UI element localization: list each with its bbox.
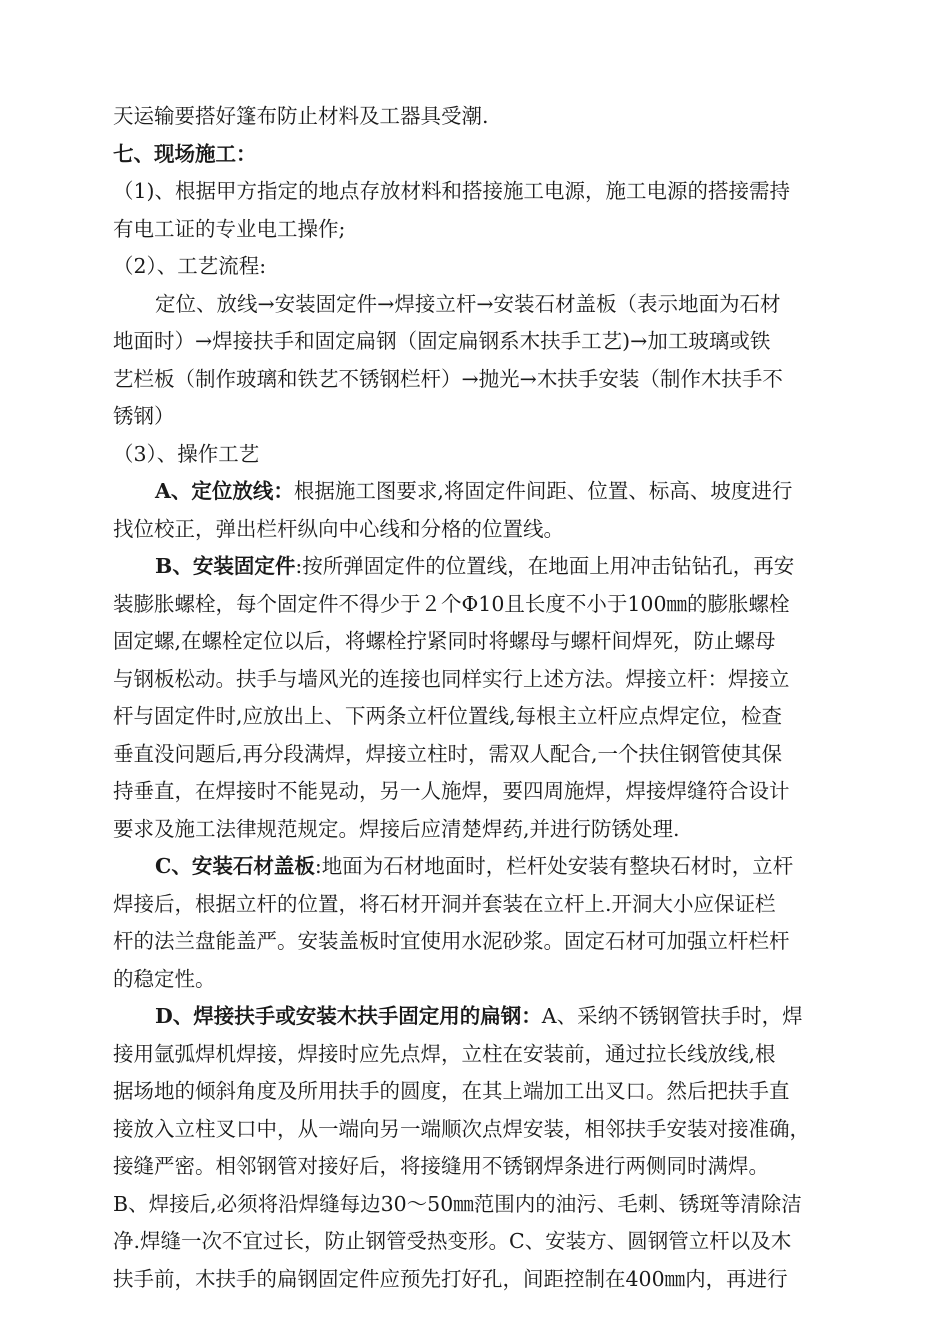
item-1-line-1: （1)、根据甲方指定的地点存放材料和搭接施工电源，施工电源的搭接需持 (113, 179, 791, 203)
item-2-line-1: 定位、放线→安装固定件→焊接立杆→安装石材盖板（表示地面为石材 (155, 291, 781, 316)
para-d-line-3: 据场地的倾斜角度及所用扶手的圆度，在其上端加工出叉口。然后把扶手直 (113, 1079, 790, 1103)
para-c-line-3: 杆的法兰盘能盖严。安装盖板时宜使用水泥砂浆。固定石材可加强立杆栏杆 (113, 929, 790, 953)
para-d-line-2: 接用氩弧焊机焊接，焊接时应先点焊，立柱在安装前，通过拉长线放线,根 (113, 1041, 776, 1066)
para-b-line-1 (113, 548, 864, 586)
para-b-line-4: 与钢板松动。扶手与墙风光的连接也同样实行上述方法。焊接立杆：焊接立 (113, 666, 790, 691)
para-d-text: A、采纳不锈钢管扶手时，焊 (541, 1004, 803, 1028)
item-2-line-3: 艺栏板（制作玻璃和铁艺不锈钢栏杆）→抛光→木扶手安装（制作木扶手不 (113, 366, 783, 391)
section-heading: 七、现场施工： (113, 141, 257, 166)
para-c-label: C、安装石材盖板 (155, 854, 315, 878)
para-d-line-7: 净.焊缝一次不宜过长，防止钢管受热变形。C、安装方、圆钢管立杆以及木 (113, 1229, 792, 1253)
para-b-line-2: 装膨胀螺栓，每个固定件不得少于２个Φ10且长度不小于100㎜的膨胀螺栓 (113, 591, 790, 616)
item-2-line-2: 地面时）→焊接扶手和固定扁钢（固定扁钢系木扶手工艺)→加工玻璃或铁 (113, 329, 771, 353)
para-c-line-4: 的稳定性。 (113, 966, 216, 991)
para-b-line-8: 要求及施工法律规范规定。焊接后应清楚焊药,并进行防锈处理. (113, 816, 680, 841)
body-text-line: 天运输要搭好篷布防止材料及工器具受潮. (113, 104, 489, 128)
para-d-line-8: 扶手前，木扶手的扁钢固定件应预先打好孔，间距控制在400㎜内，再进行 (113, 1266, 788, 1291)
para-b-line-6: 垂直没问题后,再分段满焊，焊接立柱时，需双人配合,一个扶住钢管使其保 (113, 741, 783, 766)
para-b-text: :按所弹固定件的位置线，在地面上用冲击钻钻孔，再安 (295, 554, 795, 578)
para-d-line-5: 接缝严密。相邻钢管对接好后，将接缝用不锈钢焊条进行两侧同时满焊。 (113, 1154, 769, 1178)
para-c-line-1 (113, 848, 864, 886)
para-d-line-1 (113, 998, 864, 1036)
item-2-line-4: 锈钢） (113, 404, 175, 428)
para-c-line-2: 焊接后，根据立杆的位置，将石材开洞并套装在立杆上.开洞大小应保证栏 (113, 891, 776, 916)
item-2-heading: （2）、工艺流程: (113, 254, 267, 278)
para-b-line-7: 持垂直，在焊接时不能晃动，另一人施焊，要四周施焊，焊接焊缝符合设计 (113, 779, 790, 803)
para-a-label: A、定位放线： (155, 479, 294, 503)
item-3-heading: （3）、操作工艺 (113, 441, 260, 466)
para-c-text: :地面为石材地面时，栏杆处安装有整块石材时，立杆 (314, 854, 794, 878)
para-b-line-5: 杆与固定件时,应放出上、下两条立杆位置线,每根主立杆应点焊定位，检查 (113, 704, 783, 728)
para-d-line-4: 接放入立柱叉口中，从一端向另一端顺次点焊安装，相邻扶手安装对接准确， (113, 1116, 810, 1141)
item-1-line-2: 有电工证的专业电工操作; (113, 216, 346, 241)
para-b-label: B、安装固定件 (155, 554, 296, 578)
para-a-line-2: 找位校正，弹出栏杆纵向中心线和分格的位置线。 (113, 516, 564, 541)
para-d-label: D、焊接扶手或安装木扶手固定用的扁钢： (155, 1004, 542, 1028)
para-b-line-3: 固定螺,在螺栓定位以后，将螺栓拧紧同时将螺母与螺杆间焊死，防止螺母 (113, 629, 776, 653)
para-a-line-1 (113, 473, 864, 511)
para-d-line-6: B、焊接后,必须将沿焊缝每边30～50㎜范围内的油污、毛刺、锈斑等清除洁 (113, 1191, 802, 1216)
para-a-text: 根据施工图要求,将固定件间距、位置、标高、坡度进行 (293, 479, 793, 503)
